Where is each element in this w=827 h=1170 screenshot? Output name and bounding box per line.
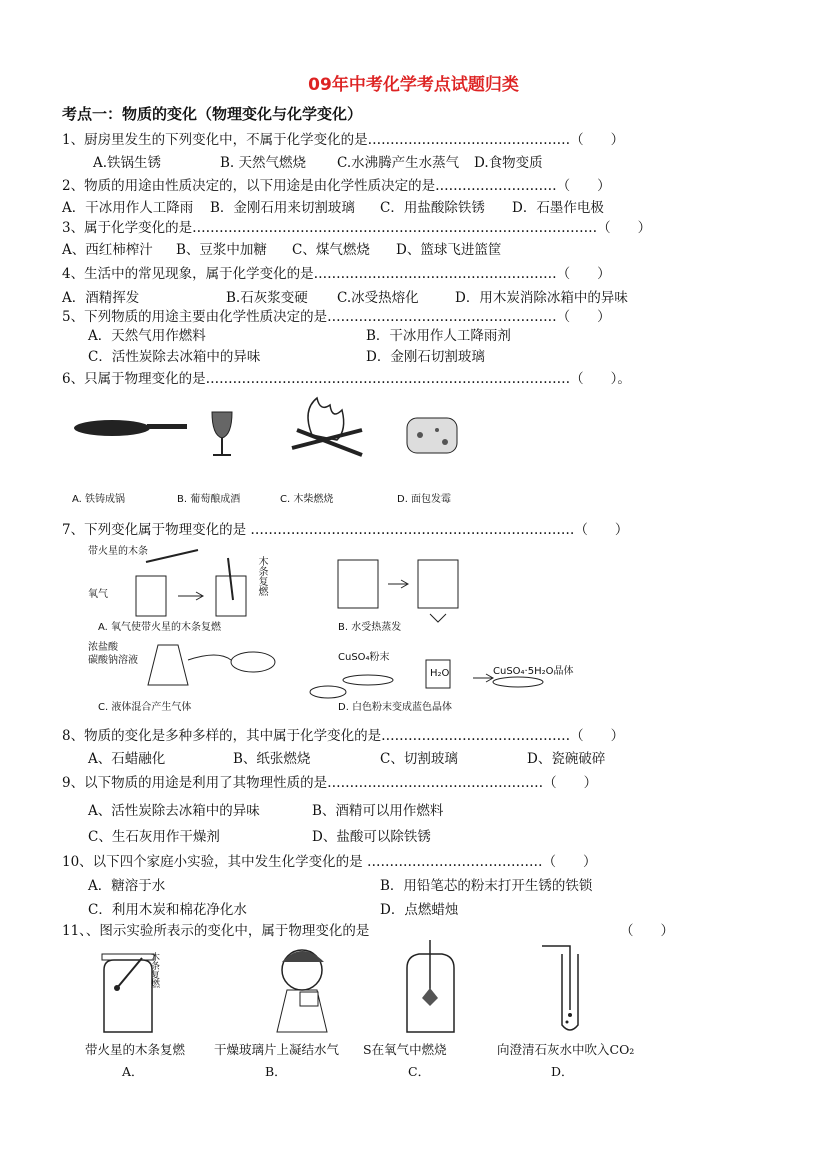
- question-4-stem: 4、生活中的常见现象，属于化学变化的是………………………………………………（ ）: [62, 266, 611, 282]
- question-7-stem: 7、下列变化属于物理变化的是 ………………………………………………………………（ ）: [62, 522, 629, 538]
- q11-letter-a: A．: [122, 1064, 144, 1079]
- q7-label-water: H₂O: [430, 668, 450, 679]
- q3-option-d: D、篮球飞进篮筐: [396, 242, 502, 258]
- q10-option-d: D．点燃蜡烛: [380, 902, 459, 918]
- q4-option-c: C.冰受热熔化: [337, 290, 419, 306]
- question-1-stem: 1、厨房里发生的下列变化中，不属于化学变化的是………………………………………（ ）: [62, 132, 625, 148]
- q2-option-d: D．石墨作电极: [512, 200, 604, 216]
- q1-option-d: D.食物变质: [474, 155, 543, 171]
- q9-option-b: B、酒精可以用作燃料: [312, 803, 444, 819]
- q6-caption-c: C. 木柴燃烧: [280, 494, 334, 505]
- q5-option-d: D．金刚石切割玻璃: [366, 349, 485, 365]
- q7-label-cuso4: CuSO₄粉末: [338, 652, 390, 663]
- q10-option-c: C．利用木炭和棉花净化水: [88, 902, 247, 918]
- q9-option-d: D、盐酸可以除铁锈: [312, 829, 431, 845]
- q6-caption-a: A. 铁铸成锅: [72, 494, 126, 505]
- q10-option-a: A．糖溶于水: [88, 878, 166, 894]
- q7-label-relight: 木条复燃: [256, 556, 267, 596]
- question-8-stem: 8、物质的变化是多种多样的，其中属于化学变化的是……………………………………（ ）: [62, 728, 625, 744]
- q6-figure: [62, 390, 477, 510]
- q3-option-c: C、煤气燃烧: [292, 242, 370, 258]
- q11-letter-b: B．: [265, 1064, 287, 1079]
- q7-caption-a: A. 氧气使带火星的木条复燃: [98, 622, 222, 633]
- q9-option-a: A、活性炭除去冰箱中的异味: [88, 803, 260, 819]
- q2-option-a: A．干冰用作人工降雨: [62, 200, 194, 216]
- question-5-stem: 5、下列物质的用途主要由化学性质决定的是……………………………………………（ ）: [62, 309, 611, 325]
- q7-label-oxygen: 氧气: [88, 589, 108, 600]
- q8-option-c: C、切割玻璃: [380, 751, 458, 767]
- q5-option-a: A．天然气用作燃料: [88, 328, 206, 344]
- q7-caption-c: C. 液体混合产生气体: [98, 702, 192, 713]
- question-9-stem: 9、以下物质的用途是利用了其物理性质的是…………………………………………（ ）: [62, 775, 598, 791]
- q2-option-c: C．用盐酸除铁锈: [380, 200, 485, 216]
- q5-option-c: C．活性炭除去冰箱中的异味: [88, 349, 261, 365]
- q11-letter-c: C．: [408, 1064, 431, 1079]
- q7-caption-b: B. 水受热蒸发: [338, 622, 402, 633]
- question-11-paren: （ ）: [620, 923, 674, 939]
- q7-caption-d: D. 白色粉末变成蓝色晶体: [338, 702, 453, 713]
- q8-option-b: B、纸张燃烧: [233, 751, 311, 767]
- q11-caption-b: 干燥玻璃片上凝结水气: [214, 1042, 340, 1057]
- q1-option-b: B. 天然气燃烧: [220, 155, 307, 171]
- question-10-stem: 10、以下四个家庭小实验，其中发生化学变化的是 …………………………………（ ）: [62, 854, 597, 870]
- q3-option-a: A、西红柿榨汁: [62, 242, 153, 258]
- question-11-stem: 11、、图示实验所表示的变化中，属于物理变化的是: [62, 923, 370, 939]
- q4-option-d: D．用木炭消除冰箱中的异味: [455, 290, 628, 306]
- q9-option-c: C、生石灰用作干燥剂: [88, 829, 220, 845]
- q5-option-b: B．干冰用作人工降雨剂: [366, 328, 511, 344]
- question-6-stem: 6、只属于物理变化的是………………………………………………………………………（ ）。: [62, 371, 631, 387]
- page-title: 09年中考化学考点试题归类: [308, 75, 519, 95]
- q10-option-b: B．用铅笔芯的粉末打开生锈的铁锁: [380, 878, 593, 894]
- q6-caption-d: D. 面包发霉: [397, 494, 452, 505]
- q1-option-a: A.铁锅生锈: [93, 155, 162, 171]
- q7-label-na2co3: 碳酸钠溶液: [88, 655, 138, 666]
- q11-figure-drawing: [62, 940, 622, 1040]
- q7-label-stick: 带火星的木条: [88, 546, 148, 557]
- q11-letter-d: D．: [551, 1064, 574, 1079]
- question-2-stem: 2、物质的用途由性质决定的，以下用途是由化学性质决定的是………………………（ ）: [62, 178, 611, 194]
- q7-figure: [88, 540, 588, 718]
- q11-caption-d: 向澄清石灰水中吹入CO₂: [497, 1042, 635, 1057]
- q7-label-crystal: CuSO₄·5H₂O晶体: [493, 666, 574, 677]
- q4-option-b: B.石灰浆变硬: [226, 290, 308, 306]
- q6-caption-b: B. 葡萄酿成酒: [177, 494, 241, 505]
- q11-caption-a: 带火星的木条复燃: [85, 1042, 186, 1057]
- q8-option-d: D、瓷碗破碎: [527, 751, 606, 767]
- q8-option-a: A、石蜡融化: [88, 751, 166, 767]
- q11-caption-c: S在氧气中燃烧: [363, 1042, 447, 1057]
- question-3-stem: 3、属于化学变化的是………………………………………………………………………………（ ）: [62, 220, 652, 236]
- q3-option-b: B、豆浆中加糖: [176, 242, 267, 258]
- q2-option-b: B．金刚石用来切割玻璃: [210, 200, 355, 216]
- section-heading: 考点一：物质的变化（物理变化与化学变化）: [62, 105, 363, 123]
- q1-option-c: C.水沸腾产生水蒸气: [337, 155, 460, 171]
- q4-option-a: A．酒精挥发: [62, 290, 140, 306]
- q7-label-hcl: 浓盐酸: [88, 642, 118, 653]
- q11-label-relight: 木条复燃: [149, 952, 159, 988]
